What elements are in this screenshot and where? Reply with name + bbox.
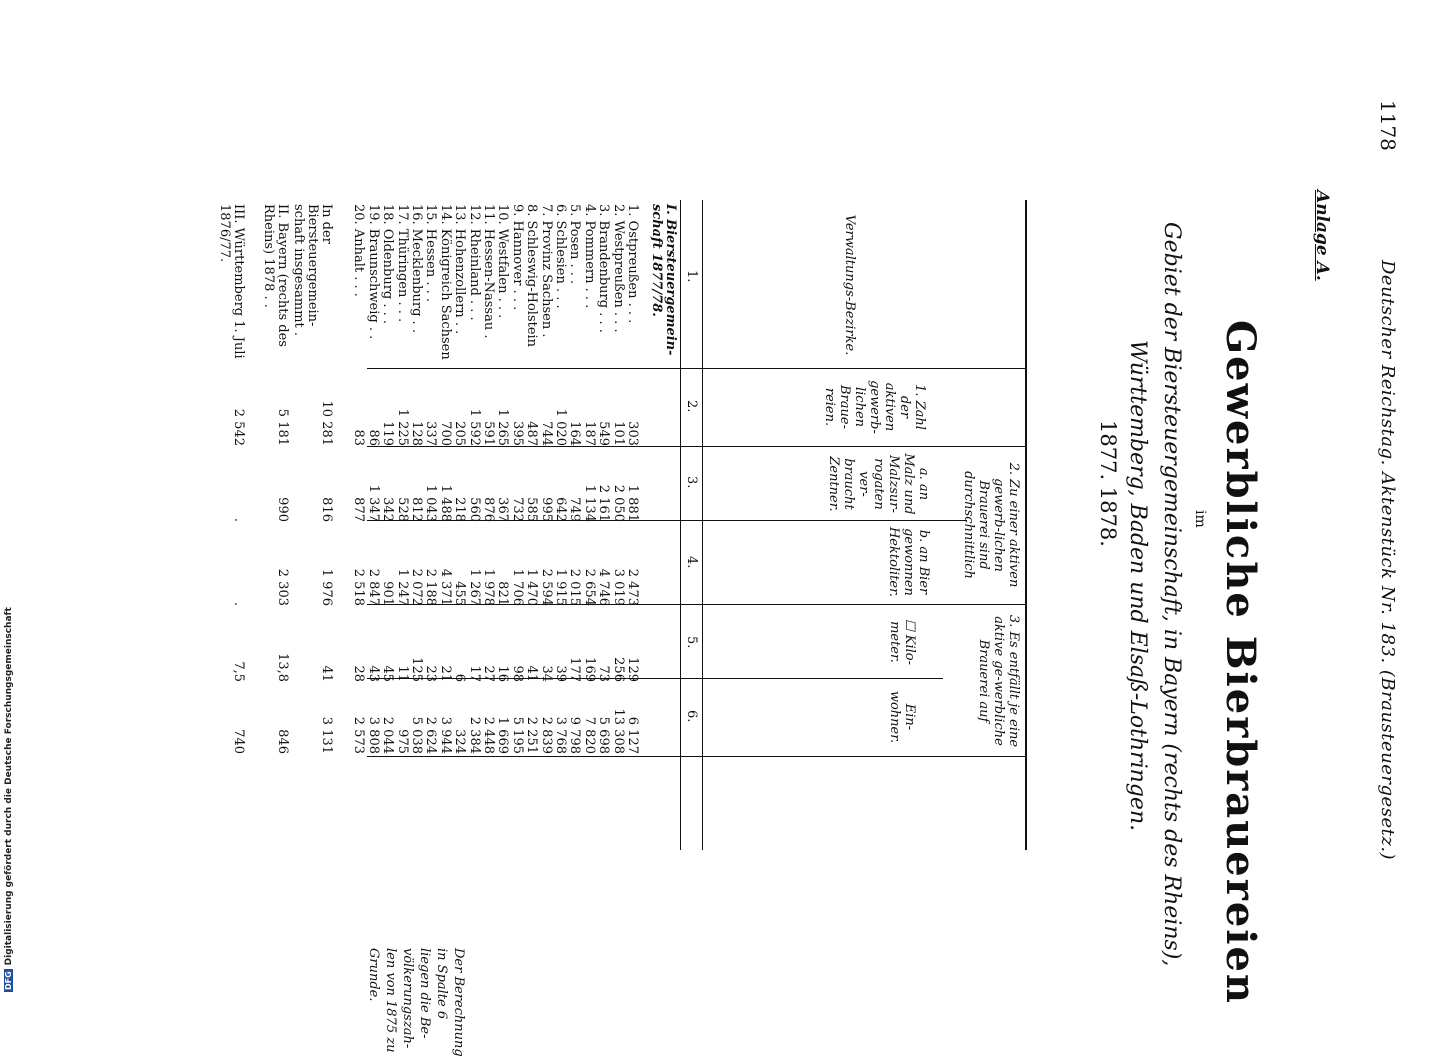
table-cell: 128 xyxy=(409,421,424,446)
wuerttemberg-row xyxy=(217,204,246,764)
table-cell: 14. Königreich Sachsen xyxy=(437,204,453,360)
col-number-6: 6. xyxy=(684,710,699,723)
table-cell: 877 xyxy=(351,497,367,522)
table-cell: 1. Ostpreußen . . . xyxy=(625,204,640,324)
table-cell: 1 247 xyxy=(394,568,410,606)
table-cell: 9 798 xyxy=(567,716,583,754)
table-cell: 700 xyxy=(437,421,453,446)
table-cell: 642 xyxy=(553,497,568,522)
table-cell: 1 020 xyxy=(553,408,568,446)
table-cell: 1 706 xyxy=(509,568,525,606)
table-cell: 2 044 xyxy=(380,716,396,754)
subtitle-line-1: Gebiet der Biersteuergemeinschaft, in Bayern (rechts des Rheins), xyxy=(1159,222,1184,967)
table-cell: 303 xyxy=(625,421,640,446)
table-cell: 9. Hannover . . . xyxy=(509,204,525,311)
table-cell: 10 281 xyxy=(319,400,334,446)
table-cell: 975 xyxy=(394,729,410,754)
table-row xyxy=(452,204,466,764)
table-cell: 13 308 xyxy=(610,708,626,754)
table-cell: 876 xyxy=(481,497,496,522)
table-cell: 4. Pommern . . . xyxy=(581,204,597,309)
table-cell: 2 573 xyxy=(351,716,367,754)
table-cell: 129 xyxy=(625,657,640,682)
table-cell: 749 xyxy=(567,497,583,522)
brewery-table xyxy=(217,200,1027,1057)
table-cell: 5 181 xyxy=(275,408,290,446)
table-row xyxy=(495,204,509,764)
table-cell: 1 915 xyxy=(553,568,568,606)
title-connector: im xyxy=(1192,510,1208,528)
table-cell: 990 xyxy=(275,497,290,522)
table-row xyxy=(524,204,538,764)
table-cell: 732 xyxy=(509,497,525,522)
table-cell: 101 xyxy=(610,421,626,446)
table-cell: 177 xyxy=(567,657,583,682)
table-row xyxy=(539,204,553,764)
watermark-text: Digitalisierung gefördert durch die Deutsche Forschungsgemeinschaft xyxy=(4,607,14,966)
table-cell: 2 473 xyxy=(625,568,640,606)
col-number-3: 3. xyxy=(684,476,699,489)
table-cell: 367 xyxy=(495,497,511,522)
table-cell: 744 xyxy=(538,421,554,446)
table-cell: 13. Hohenzollern . . xyxy=(452,204,468,335)
table-cell: 2 542 xyxy=(231,408,246,446)
table-cell: 1 267 xyxy=(466,568,482,606)
table-cell: 4 371 xyxy=(437,568,453,606)
table-cell: 10. Westfalen . . . xyxy=(495,204,511,319)
table-cell: 28 xyxy=(351,665,367,682)
table-cell: 2 847 xyxy=(365,568,381,606)
table-cell: 11. Hessen-Nassau . xyxy=(481,204,496,339)
table-cell: 560 xyxy=(466,497,482,522)
table-cell: 2 624 xyxy=(423,716,439,754)
table-cell: 5 698 xyxy=(596,716,612,754)
table-cell: 45 xyxy=(380,665,396,682)
table-cell: 1 265 xyxy=(495,408,511,446)
table-row xyxy=(409,204,423,764)
header-col5: ☐ Kilo-meter. xyxy=(887,618,917,666)
table-cell: . xyxy=(231,601,246,606)
table-cell: 3 808 xyxy=(365,716,381,754)
table-cell: 395 xyxy=(509,421,525,446)
table-cell: 1 134 xyxy=(581,484,597,522)
table-row xyxy=(510,204,524,764)
table-cell: 23 xyxy=(423,665,439,682)
table-cell: 2. Westpreußen . . . xyxy=(610,204,626,333)
table-row xyxy=(481,204,495,764)
bayern-row xyxy=(261,204,290,764)
table-cell: 487 xyxy=(524,421,540,446)
footnote: Der Berechnung in Spalte 6 liegen die Be-völkerungszah-len von 1875 zu Grunde. xyxy=(366,948,466,1057)
table-cell: 187 xyxy=(581,421,597,446)
table-cell: 43 xyxy=(365,665,381,682)
table-cell: 3 944 xyxy=(437,716,453,754)
table-cell: 337 xyxy=(423,421,439,446)
table-row xyxy=(351,204,365,764)
table-cell: 4 746 xyxy=(596,568,612,606)
table-cell: 1 881 xyxy=(625,484,640,522)
table-cell: 5. Posen . . . xyxy=(567,204,583,285)
table-cell: 41 xyxy=(524,665,540,682)
table-cell: 125 xyxy=(409,657,424,682)
table-row xyxy=(611,204,625,764)
table-row xyxy=(567,204,581,764)
table-cell: 6 xyxy=(452,673,468,682)
header-col3-group: 2. Zu einer aktiven gewerb-lichen Brauerei sind durchschnittlich xyxy=(961,462,1021,588)
table-cell: 256 xyxy=(610,657,626,682)
table-cell: 20. Anhalt . . . xyxy=(351,204,367,297)
table-cell: 169 xyxy=(581,657,597,682)
header-col1: Verwaltungs-Bezirke. xyxy=(842,214,857,356)
table-row xyxy=(596,204,610,764)
table-row xyxy=(366,204,380,764)
document-title: Gewerbliche Bierbrauereien xyxy=(1217,320,1264,1006)
table-cell: 34 xyxy=(538,665,554,682)
table-row xyxy=(395,204,409,764)
table-cell: 98 xyxy=(509,665,525,682)
table-cell: 549 xyxy=(596,421,612,446)
table-cell: 218 xyxy=(452,497,468,522)
table-cell: 2 518 xyxy=(351,568,367,606)
table-cell: In der Biersteuergemein-schaft insgesammt . xyxy=(291,204,334,337)
table-cell: 1 669 xyxy=(495,716,511,754)
page-number: 1178 xyxy=(1376,100,1400,151)
table-row xyxy=(438,204,452,764)
table-cell: 3 131 xyxy=(319,716,334,754)
table-cell: 324 xyxy=(452,729,468,754)
table-cell: 7,5 xyxy=(231,661,246,682)
table-cell: 8. Schleswig-Holstein xyxy=(524,204,540,348)
col-number-4: 4. xyxy=(684,556,699,569)
header-col4: b. an Bier gewonnen Hektoliter. xyxy=(886,526,931,598)
table-cell: 6 127 xyxy=(625,716,640,754)
table-cell: 2 303 xyxy=(275,568,290,606)
subtitle-line-2: Württemberg, Baden und Elsaß-Lothringen. xyxy=(1125,340,1150,832)
table-cell: 816 xyxy=(319,497,334,522)
table-cell: 21 xyxy=(437,665,453,682)
table-cell: 2 839 xyxy=(538,716,554,754)
table-cell: 7 820 xyxy=(581,716,597,754)
header-rule xyxy=(702,200,703,850)
total-row xyxy=(291,204,334,764)
table-cell: 6. Schlesien . . . xyxy=(553,204,568,309)
table-row xyxy=(423,204,437,764)
table-row xyxy=(467,204,481,764)
section-heading: I. Biersteuergemein-schaft 1877/78. xyxy=(649,204,678,356)
table-row xyxy=(625,204,639,764)
table-cell: 19. Braunschweig . . xyxy=(365,204,381,340)
table-cell: 821 xyxy=(495,581,511,606)
table-row xyxy=(582,204,596,764)
table-cell: 164 xyxy=(567,421,583,446)
table-cell: 27 xyxy=(481,665,496,682)
years: 1877. 1878. xyxy=(1096,420,1120,547)
col-number-1: 1. xyxy=(684,270,699,283)
table-cell: 17 xyxy=(466,665,482,682)
table-cell: 1 225 xyxy=(394,408,410,446)
table-cell: 41 xyxy=(319,665,334,682)
header-col3: a. an Malz und Malzsur-rogaten ver-braucht Zentner. xyxy=(826,453,931,515)
table-row xyxy=(553,204,567,764)
table-cell: 1 470 xyxy=(524,568,540,606)
table-cell: 3. Brandenburg . . . xyxy=(596,204,612,333)
table-cell: 2 015 xyxy=(567,568,583,606)
table-cell: 2 161 xyxy=(596,484,612,522)
table-top-rule xyxy=(1025,200,1027,850)
table-cell: 740 xyxy=(231,729,246,754)
table-cell: 7. Provinz Sachsen . xyxy=(538,204,554,338)
table-cell: 2 251 xyxy=(524,716,540,754)
table-cell: 2 654 xyxy=(581,568,597,606)
table-cell: 1 347 xyxy=(365,484,381,522)
table-cell: 86 xyxy=(365,429,381,446)
watermark xyxy=(4,607,14,992)
annex-label: Anlage A. xyxy=(1312,190,1332,281)
table-cell: 119 xyxy=(380,421,396,446)
watermark-strip xyxy=(0,0,22,1000)
table-cell: 16. Mecklenburg . . xyxy=(409,204,424,333)
header-col2: 1. Zahl der aktiven gewerb-lichen Braue-reien. xyxy=(822,380,927,434)
table-cell: 18. Oldenburg . . . xyxy=(380,204,396,325)
header-col5-group: 3. Es entfällt je eine aktive ge-werbliche Brauerei auf xyxy=(976,614,1021,748)
table-cell: 585 xyxy=(524,497,540,522)
table-cell: 16 xyxy=(495,665,511,682)
table-cell: 12. Rheinland . . . xyxy=(466,204,482,321)
table-cell: 73 xyxy=(596,665,612,682)
table-cell: 591 xyxy=(481,421,496,446)
table-cell: 846 xyxy=(275,729,290,754)
table-cell: 1 592 xyxy=(466,408,482,446)
table-cell: 2 072 xyxy=(409,568,424,606)
table-cell: 17. Thüringen . . . xyxy=(394,204,410,323)
table-cell: 455 xyxy=(452,581,468,606)
table-cell: . xyxy=(231,517,246,522)
table-cell: 995 xyxy=(538,497,554,522)
table-cell: 2 050 xyxy=(610,484,626,522)
col-number-2: 2. xyxy=(684,400,699,413)
table-cell: 2 188 xyxy=(423,568,439,606)
document-page xyxy=(22,0,1432,1057)
table-cell: 83 xyxy=(351,429,367,446)
table-cell: 1 488 xyxy=(437,484,453,522)
table-cell: 39 xyxy=(553,665,568,682)
table-cell: 11 xyxy=(394,665,410,682)
table-cell: 901 xyxy=(380,581,396,606)
table-cell: 5 195 xyxy=(509,716,525,754)
col-number-5: 5. xyxy=(684,636,699,649)
table-cell: 342 xyxy=(380,497,396,522)
table-cell: 205 xyxy=(452,421,468,446)
table-cell: 3 768 xyxy=(553,716,568,754)
table-cell: 2 384 xyxy=(466,716,482,754)
table-cell: 1 976 xyxy=(319,568,334,606)
table-cell: 2 594 xyxy=(538,568,554,606)
table-cell: 1 978 xyxy=(481,568,496,606)
column-number-rule xyxy=(680,200,681,850)
table-cell: 812 xyxy=(409,497,424,522)
table-cell: III. Württemberg 1. Juli 1876/77. xyxy=(217,204,246,359)
table-cell: 13,8 xyxy=(275,653,290,682)
table-cell: 5 038 xyxy=(409,716,424,754)
table-cell: 528 xyxy=(394,497,410,522)
table-cell: 2 448 xyxy=(481,716,496,754)
running-header: Deutscher Reichstag. Aktenstück Nr. 183. (Brausteuergesetz.) xyxy=(1377,260,1398,861)
header-col6: Ein-wohner. xyxy=(887,690,917,744)
table-row xyxy=(380,204,394,764)
table-cell: 3 019 xyxy=(610,568,626,606)
table-cell: 15. Hessen . . . xyxy=(423,204,439,303)
dfg-logo: DFG xyxy=(4,971,13,990)
table-cell: II. Bayern (rechts des Rheins) 1878 . . xyxy=(261,204,290,347)
table-cell: 1 043 xyxy=(423,484,439,522)
